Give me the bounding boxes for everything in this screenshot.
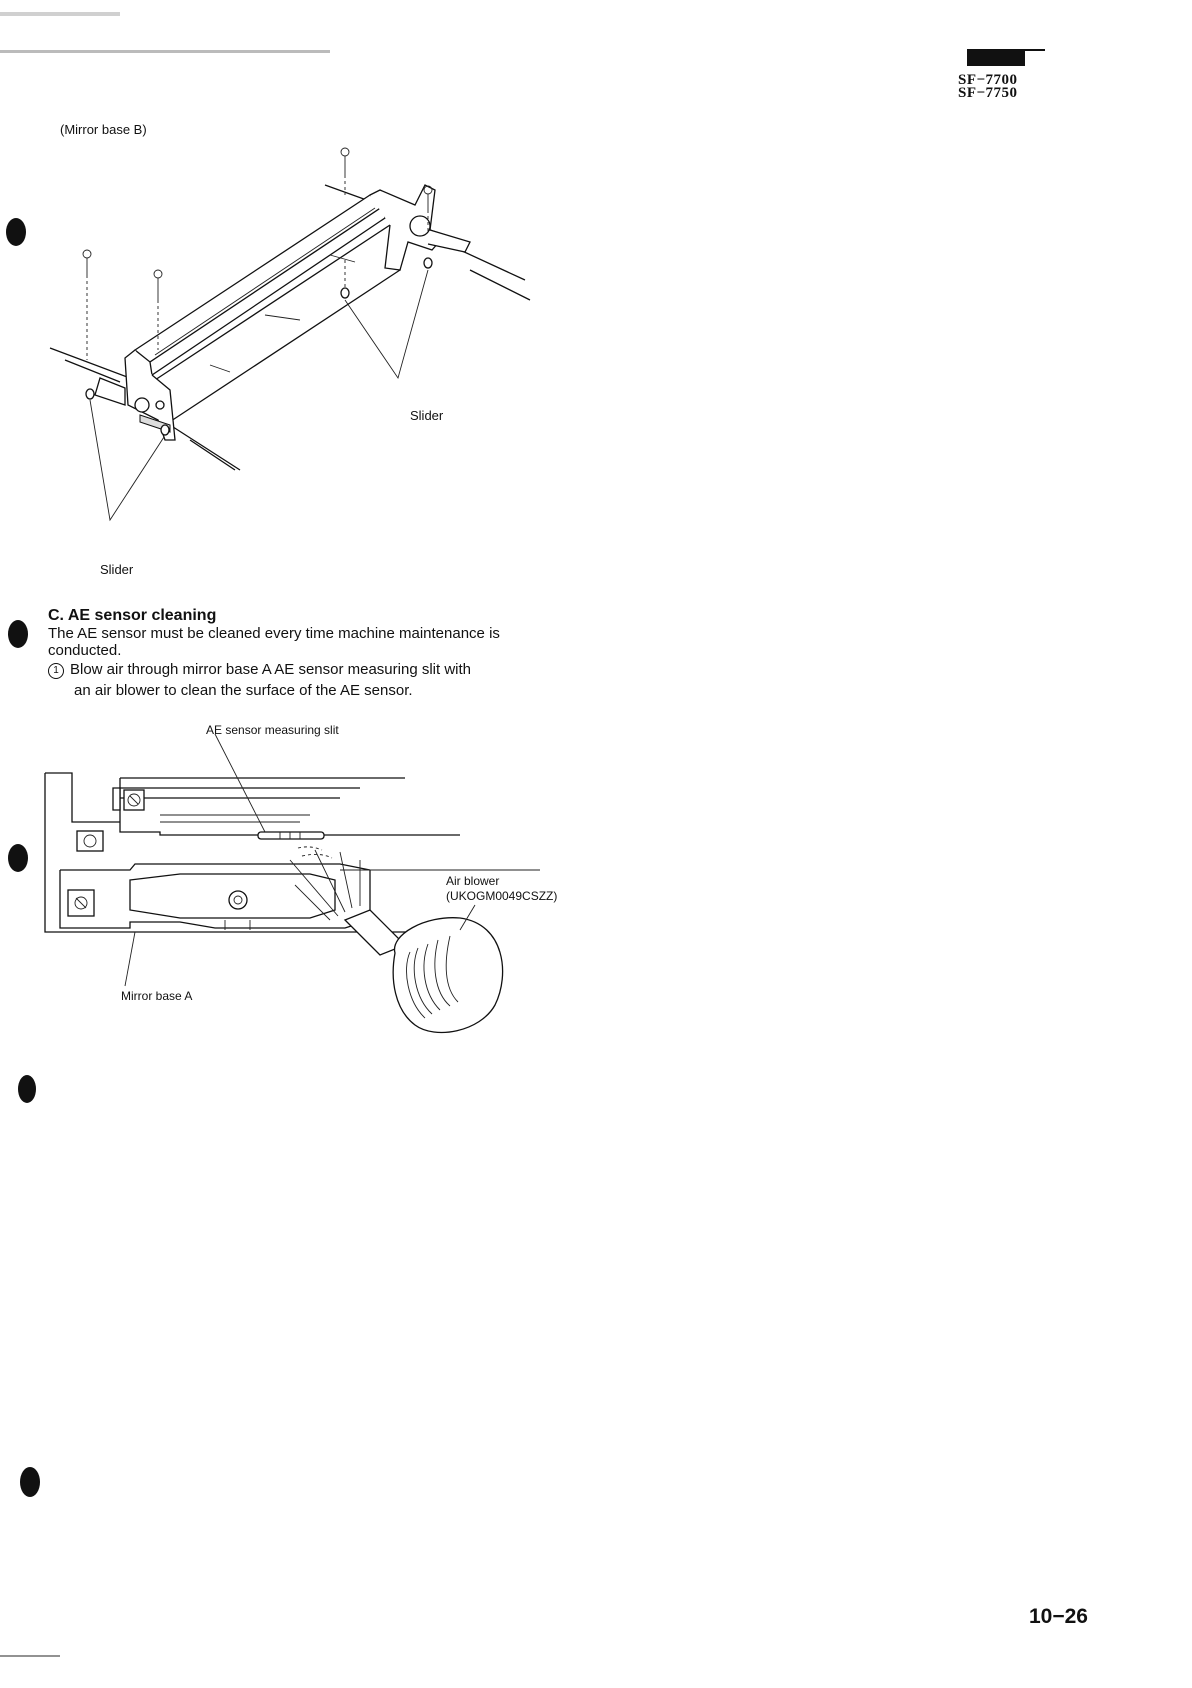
binder-hole bbox=[8, 620, 28, 648]
slider-label-left: Slider bbox=[100, 562, 134, 577]
figure-caption: (Mirror base B) bbox=[60, 122, 147, 137]
ae-sensor-cleaning-illustration bbox=[40, 740, 600, 1080]
scan-smudge-top-left bbox=[0, 50, 330, 53]
binder-hole bbox=[18, 1075, 36, 1103]
model-number: SF−7700 bbox=[958, 72, 1018, 88]
air-blower-label: Air blower bbox=[446, 874, 500, 888]
section-paragraph: The AE sensor must be cleaned every time machine maintenance is conducted. bbox=[48, 625, 500, 659]
scan-smudge-top bbox=[0, 12, 120, 16]
mirror-base-b-illustration bbox=[40, 150, 580, 610]
header-tab-mark bbox=[967, 50, 1025, 66]
binder-hole bbox=[6, 218, 26, 246]
step-text-line1: Blow air through mirror base A AE sensor measuring slit with bbox=[70, 661, 472, 678]
binder-hole bbox=[20, 1467, 40, 1497]
ae-sensor-slit-label: AE sensor measuring slit bbox=[206, 723, 339, 737]
binder-hole bbox=[8, 844, 28, 872]
slider-label-right: Slider bbox=[410, 408, 444, 423]
step-1 bbox=[48, 659, 538, 701]
step-number: 1 bbox=[48, 663, 64, 679]
scan-smudge-bottom bbox=[0, 1655, 60, 1657]
air-blower-part-number: (UKOGM0049CSZZ) bbox=[446, 889, 558, 903]
step-text-line2: an air blower to clean the surface of the AE sensor. bbox=[74, 682, 413, 699]
mirror-base-a-label: Mirror base A bbox=[121, 989, 193, 1003]
model-number: SF−7750 bbox=[958, 85, 1018, 101]
page-number: 10−26 bbox=[1029, 1605, 1088, 1628]
section-title: C. AE sensor cleaning bbox=[48, 607, 217, 624]
